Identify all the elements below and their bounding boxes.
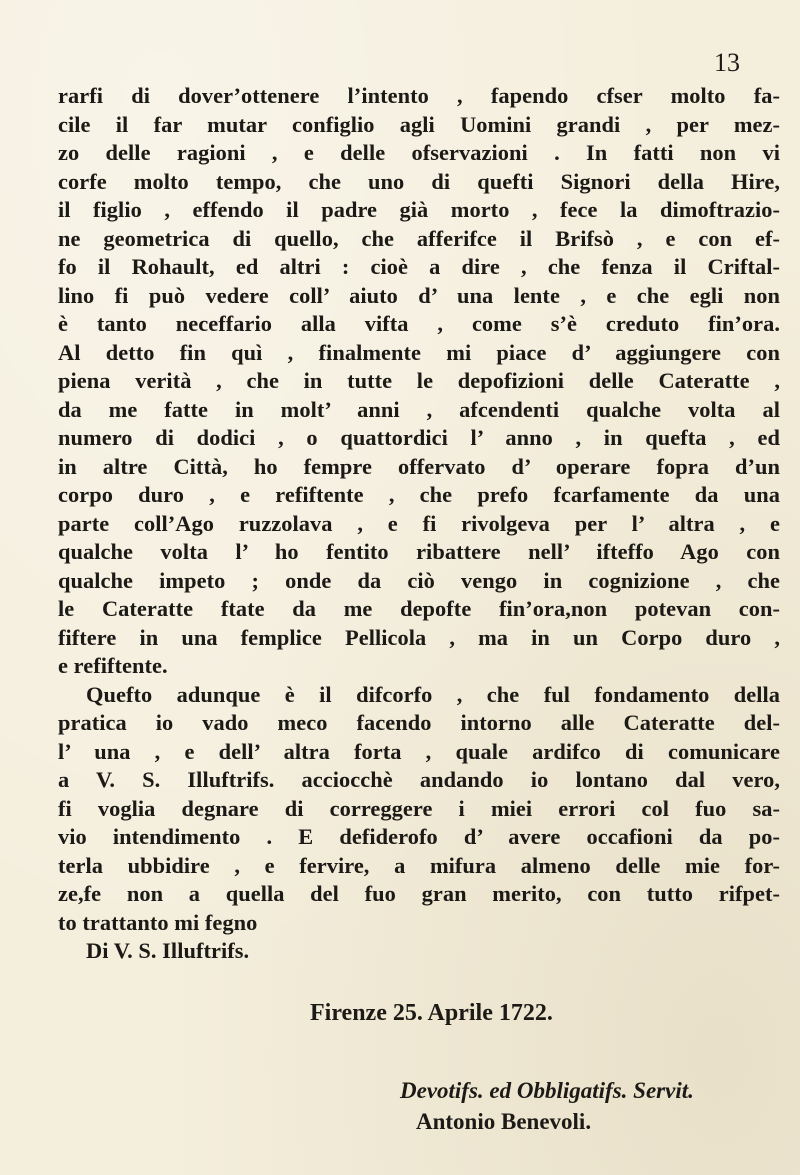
text-line: ze,fe non a quella del fuo gran merito, con tutto rifpet- (58, 881, 780, 906)
text-line: fiftere in una femplice Pellicola , ma in un Corpo duro , (58, 624, 780, 650)
salutation-line: Di V. S. Illuftrifs. (86, 938, 250, 963)
text-line: lino fi può vedere coll’ aiuto d’ una lente , e che egli non (58, 282, 780, 308)
text-line: terla ubbidire , e fervire, a mifura almeno delle mie for- (58, 852, 780, 878)
closing-formula: Devotifs. ed Obbligatifs. Servit. (400, 1078, 694, 1103)
letter-body (58, 82, 780, 966)
text-line: ne geometrica di quello, che afferifce il Brifsò , e con ef- (58, 225, 780, 251)
text-line: in altre Città, ho fempre offervato d’ operare fopra d’un (58, 453, 780, 479)
text-line: numero di dodici , o quattordici l’ anno , in quefta , ed (58, 425, 780, 450)
text-line: è tanto neceffario alla vifta , come s’è creduto fin’ora. (58, 311, 780, 336)
text-line: da me fatte in molt’ anni , afcendenti qualche volta al (58, 396, 780, 422)
text-line: qualche impeto ; onde da ciò vengo in cognizione , che (58, 567, 780, 593)
text-line: fo il Rohault, ed altri : cioè a dire , che fenza il Criftal- (58, 254, 780, 279)
text-line: vio intendimento . E defiderofo d’ avere occafioni da po- (58, 824, 780, 849)
text-line: e refiftente. (58, 653, 168, 678)
text-line: qualche volta l’ ho fentito ribattere nell’ ifteffo Ago con (58, 539, 780, 564)
text-line: pratica io vado meco facendo intorno alle Cateratte del- (58, 710, 780, 735)
text-line: rarfi di dover’ottenere l’intento , fapendo cfser molto fa- (58, 83, 780, 108)
dateline: Firenze 25. Aprile 1722. (310, 1000, 553, 1026)
text-line: to trattanto mi fegno (58, 909, 258, 935)
author-name: Antonio Benevoli. (416, 1109, 592, 1134)
text-line: zo delle ragioni , e delle ofservazioni . In fatti non vi (58, 140, 780, 165)
text-line: l’ una , e dell’ altra forta , quale ardifco di comunicare (58, 738, 780, 764)
text-line: fi voglia degnare di correggere i miei errori col fuo sa- (58, 795, 780, 821)
text-line: corfe molto tempo, che uno di quefti Signori della Hire, (58, 168, 780, 194)
text-line: cile il far mutar configlio agli Uomini grandi , per mez- (58, 111, 780, 137)
text-line: Quefto adunque è il difcorfo , che ful fondamento della (86, 681, 780, 707)
text-line: Al detto fin quì , finalmente mi piace d’ aggiungere con (58, 339, 780, 365)
text-line: il figlio , effendo il padre già morto , fece la dimoftrazio- (58, 197, 780, 222)
text-line: corpo duro , e refiftente , che prefo fcarfamente da una (58, 482, 780, 507)
signature-block (400, 1075, 770, 1137)
page-number: 13 (714, 48, 740, 77)
text-line: le Cateratte ftate da me depofte fin’ora,non potevan con- (58, 596, 780, 621)
text-line: a V. S. Illuftrifs. acciocchè andando io lontano dal vero, (58, 767, 780, 792)
text-line: parte coll’Ago ruzzolava , e fi rivolgeva per l’ altra , e (58, 510, 780, 536)
text-line: piena verità , che in tutte le depofizioni delle Cateratte , (58, 368, 780, 393)
